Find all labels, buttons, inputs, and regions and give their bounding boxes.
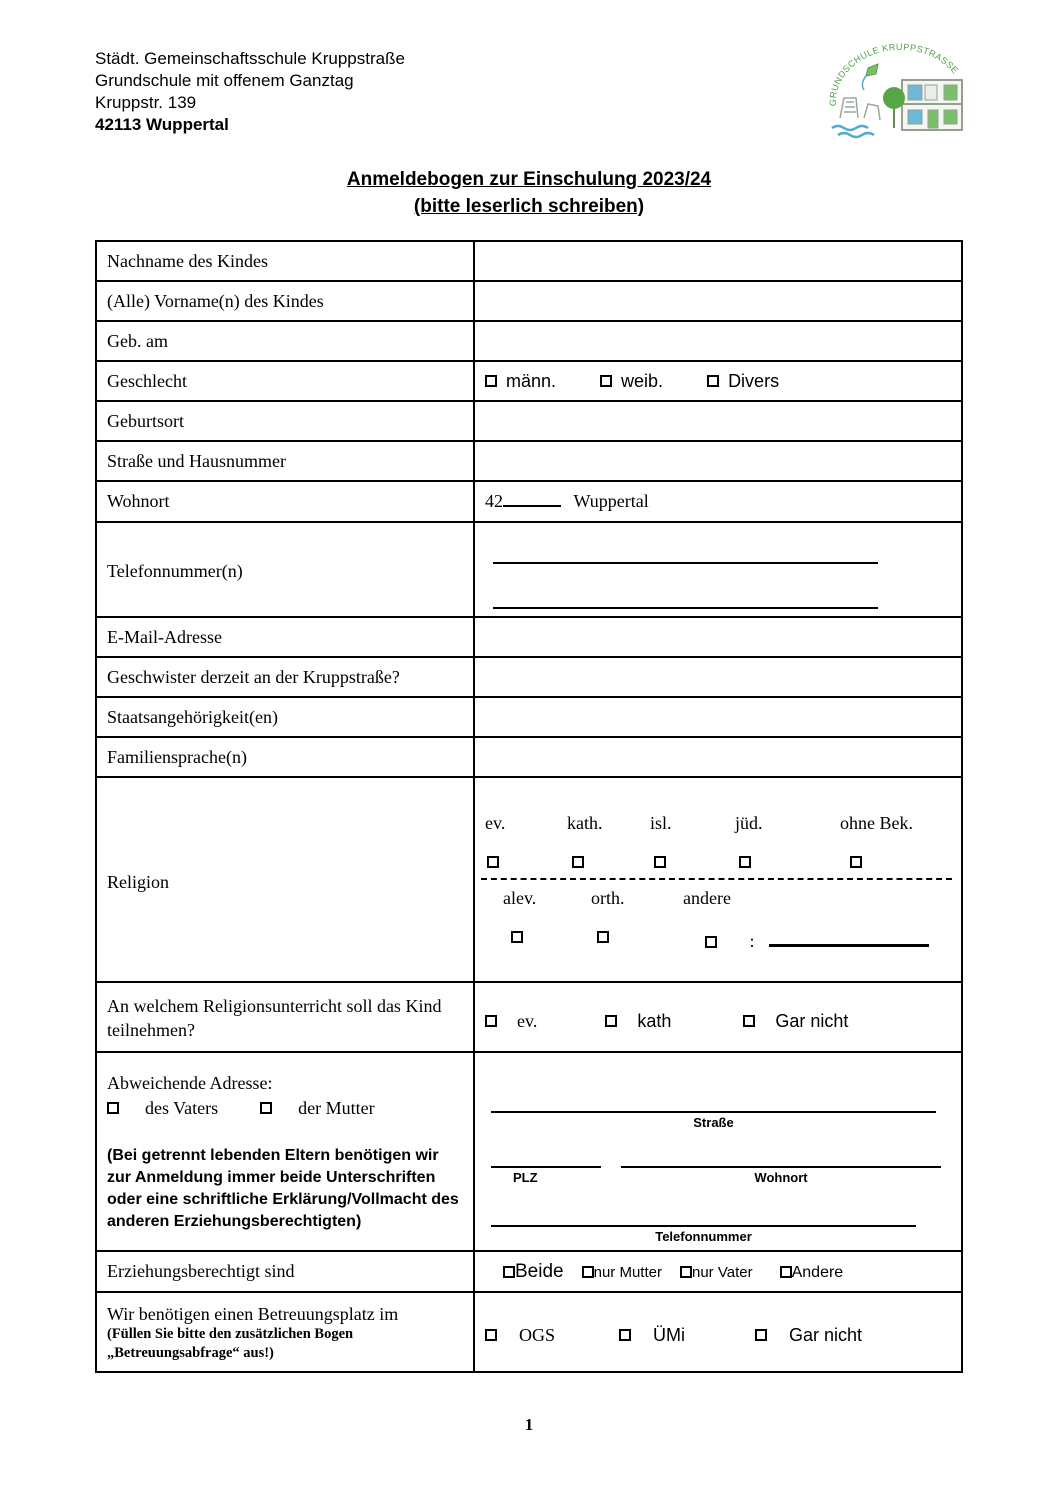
geburtsdatum-label: Geb. am — [96, 321, 474, 361]
abweichende-note: (Bei getrennt lebenden Eltern benötigen wir zur Anmeldung immer beide Unterschriften oder eine schriftliche Erklärung/Vollmacht des anderen Erziehungsberechtigten) — [107, 1146, 459, 1230]
abweichende-vater-checkbox[interactable] — [107, 1102, 119, 1114]
religion-options — [474, 777, 962, 982]
religionsunterricht-garnicht-label: Gar nicht — [775, 1010, 849, 1031]
wohnort-input-cell — [474, 481, 962, 522]
abweichende-wohnort-field-label: Wohnort — [754, 1170, 808, 1185]
form-title-line1: Anmeldebogen zur Einschulung 2023/24 — [346, 169, 712, 190]
form-title — [0, 166, 1058, 220]
betreuungsplatz-note-line2: „Betreuungsabfrage“ aus!) — [107, 1344, 274, 1361]
row-betreuungsplatz — [96, 1292, 962, 1372]
logo-kite-icon — [862, 64, 878, 90]
betreuung-ogs-checkbox[interactable] — [485, 1329, 497, 1341]
religion-ohne-bek-label: ohne Bek. — [840, 813, 913, 833]
row-staatsangehoerigkeit — [96, 697, 962, 737]
geschlecht-weiblich-checkbox[interactable] — [600, 375, 612, 387]
abweichende-adresse-label: Abweichende Adresse: — [107, 1072, 273, 1093]
email-input[interactable] — [474, 617, 962, 657]
erziehungsberechtigt-nur-mutter-label: nur Mutter — [593, 1263, 662, 1281]
abweichende-mutter-label: der Mutter — [298, 1097, 375, 1118]
religion-andere-checkbox[interactable] — [705, 936, 717, 948]
betreuungsplatz-cell — [96, 1292, 474, 1372]
geburtsort-input[interactable] — [474, 401, 962, 441]
religionsunterricht-kath-label: kath — [637, 1010, 672, 1031]
erziehungsberechtigt-andere-label: Andere — [791, 1263, 844, 1281]
geschlecht-maennlich-label: männ. — [506, 370, 557, 391]
row-abweichende-adresse — [96, 1052, 962, 1251]
religion-juedisch-label: jüd. — [735, 813, 763, 833]
telefonnummer-line-1[interactable] — [493, 562, 878, 564]
religionsunterricht-ev-label: ev. — [517, 1010, 538, 1031]
staatsangehoerigkeit-input[interactable] — [474, 697, 962, 737]
wohnort-label: Wohnort — [96, 481, 474, 522]
row-telefonnummer — [96, 522, 962, 617]
row-strasse — [96, 441, 962, 481]
geschlecht-options — [474, 361, 962, 401]
geschlecht-divers-checkbox[interactable] — [707, 375, 719, 387]
email-label: E-Mail-Adresse — [96, 617, 474, 657]
betreuung-uemi-checkbox[interactable] — [619, 1329, 631, 1341]
school-address-block — [95, 48, 405, 136]
row-geschwister — [96, 657, 962, 697]
abweichende-strasse-field-label: Straße — [693, 1115, 734, 1130]
abweichende-adresse-fields — [474, 1052, 962, 1251]
row-wohnort — [96, 481, 962, 522]
wohnort-city: Wuppertal — [573, 491, 649, 511]
strasse-label: Straße und Hausnummer — [96, 441, 474, 481]
enrollment-form-table — [95, 240, 963, 1373]
religion-ev-checkbox[interactable] — [487, 856, 499, 868]
religion-orth-checkbox[interactable] — [597, 931, 609, 943]
religionsunterricht-options — [474, 982, 962, 1052]
abweichende-telefon-field-label: Telefonnummer — [655, 1229, 752, 1244]
religion-andere-colon: : — [749, 931, 755, 951]
strasse-input[interactable] — [474, 441, 962, 481]
betreuungsplatz-note-line1: (Füllen Sie bitte den zusätzlichen Bogen — [107, 1325, 354, 1342]
abweichende-adresse-cell — [96, 1052, 474, 1251]
logo-playground-icon — [840, 98, 880, 120]
geschlecht-maennlich-checkbox[interactable] — [485, 375, 497, 387]
abweichende-plz-field-label: PLZ — [513, 1170, 538, 1185]
religionsunterricht-label: An welchem Religionsunterricht soll das Kind teilnehmen? — [96, 982, 474, 1052]
staatsangehoerigkeit-label: Staatsangehörigkeit(en) — [96, 697, 474, 737]
vorname-input[interactable] — [474, 281, 962, 321]
form-title-line2: (bitte leserlich schreiben) — [413, 196, 645, 217]
religion-andere-input[interactable] — [769, 933, 929, 947]
religion-juedisch-checkbox[interactable] — [739, 856, 751, 868]
row-religion — [96, 777, 962, 982]
betreuung-garnicht-label: Gar nicht — [789, 1324, 863, 1345]
religionsunterricht-kath-checkbox[interactable] — [605, 1015, 617, 1027]
logo-water-icon — [832, 126, 874, 137]
row-geschlecht — [96, 361, 962, 401]
school-street: Kruppstr. 139 — [95, 93, 197, 112]
erziehungsberechtigt-label: Erziehungsberechtigt sind — [96, 1251, 474, 1292]
vorname-label: (Alle) Vorname(n) des Kindes — [96, 281, 474, 321]
religion-isl-label: isl. — [650, 813, 672, 833]
abweichende-vater-label: des Vaters — [145, 1097, 219, 1118]
telefonnummer-line-2[interactable] — [493, 607, 878, 609]
geschlecht-divers-label: Divers — [728, 370, 780, 391]
familiensprache-input[interactable] — [474, 737, 962, 777]
religion-ev-label: ev. — [485, 813, 506, 833]
religionsunterricht-ev-checkbox[interactable] — [485, 1015, 497, 1027]
geschlecht-label: Geschlecht — [96, 361, 474, 401]
telefonnummer-label: Telefonnummer(n) — [96, 522, 474, 617]
geschwister-label: Geschwister derzeit an der Kruppstraße? — [96, 657, 474, 697]
row-email — [96, 617, 962, 657]
logo-arc-text: GRUNDSCHULE KRUPPSTRASSE — [827, 41, 961, 107]
row-erziehungsberechtigt — [96, 1251, 962, 1292]
betreuungsplatz-label: Wir benötigen einen Betreuungsplatz im — [107, 1303, 399, 1324]
geburtsdatum-input[interactable] — [474, 321, 962, 361]
nachname-label: Nachname des Kindes — [96, 241, 474, 281]
row-familiensprache — [96, 737, 962, 777]
erziehungsberechtigt-nur-vater-label: nur Vater — [692, 1263, 753, 1281]
religion-alev-checkbox[interactable] — [511, 931, 523, 943]
betreuungsplatz-options — [474, 1292, 962, 1372]
row-religionsunterricht — [96, 982, 962, 1052]
religionsunterricht-garnicht-checkbox[interactable] — [743, 1015, 755, 1027]
religion-isl-checkbox[interactable] — [654, 856, 666, 868]
religion-kath-checkbox[interactable] — [572, 856, 584, 868]
erziehungsberechtigt-nur-mutter-checkbox[interactable] — [582, 1266, 594, 1278]
telefonnummer-input-cell — [474, 522, 962, 617]
religion-andere-label: andere — [683, 888, 731, 908]
abweichende-mutter-checkbox[interactable] — [260, 1102, 272, 1114]
school-name: Städt. Gemeinschaftsschule Kruppstraße — [95, 49, 405, 68]
geschwister-input[interactable] — [474, 657, 962, 697]
familiensprache-label: Familiensprache(n) — [96, 737, 474, 777]
geburtsort-label: Geburtsort — [96, 401, 474, 441]
school-type: Grundschule mit offenem Ganztag — [95, 71, 354, 90]
erziehungsberechtigt-beide-label: Beide — [515, 1260, 564, 1282]
religion-alev-label: alev. — [503, 888, 537, 908]
row-nachname — [96, 241, 962, 281]
wohnort-plz-input[interactable] — [503, 493, 561, 507]
row-geburtsdatum — [96, 321, 962, 361]
betreuung-garnicht-checkbox[interactable] — [755, 1329, 767, 1341]
religion-divider — [481, 878, 952, 880]
erziehungsberechtigt-options — [474, 1251, 962, 1292]
page-number: 1 — [524, 1415, 534, 1434]
religion-kath-label: kath. — [567, 813, 603, 833]
erziehungsberechtigt-andere-checkbox[interactable] — [780, 1266, 792, 1278]
school-city: 42113 Wuppertal — [95, 115, 229, 134]
erziehungsberechtigt-beide-checkbox[interactable] — [503, 1266, 515, 1278]
row-geburtsort — [96, 401, 962, 441]
betreuung-ogs-label: OGS — [519, 1324, 556, 1345]
erziehungsberechtigt-nur-vater-checkbox[interactable] — [680, 1266, 692, 1278]
religion-label: Religion — [96, 777, 474, 982]
geschlecht-weiblich-label: weib. — [621, 370, 664, 391]
religion-ohne-bek-checkbox[interactable] — [850, 856, 862, 868]
wohnort-plz-prefix: 42 — [485, 491, 503, 511]
school-logo — [824, 40, 974, 140]
row-vorname — [96, 281, 962, 321]
nachname-input[interactable] — [474, 241, 962, 281]
religion-orth-label: orth. — [591, 888, 625, 908]
betreuung-uemi-label: ÜMi — [653, 1324, 686, 1345]
